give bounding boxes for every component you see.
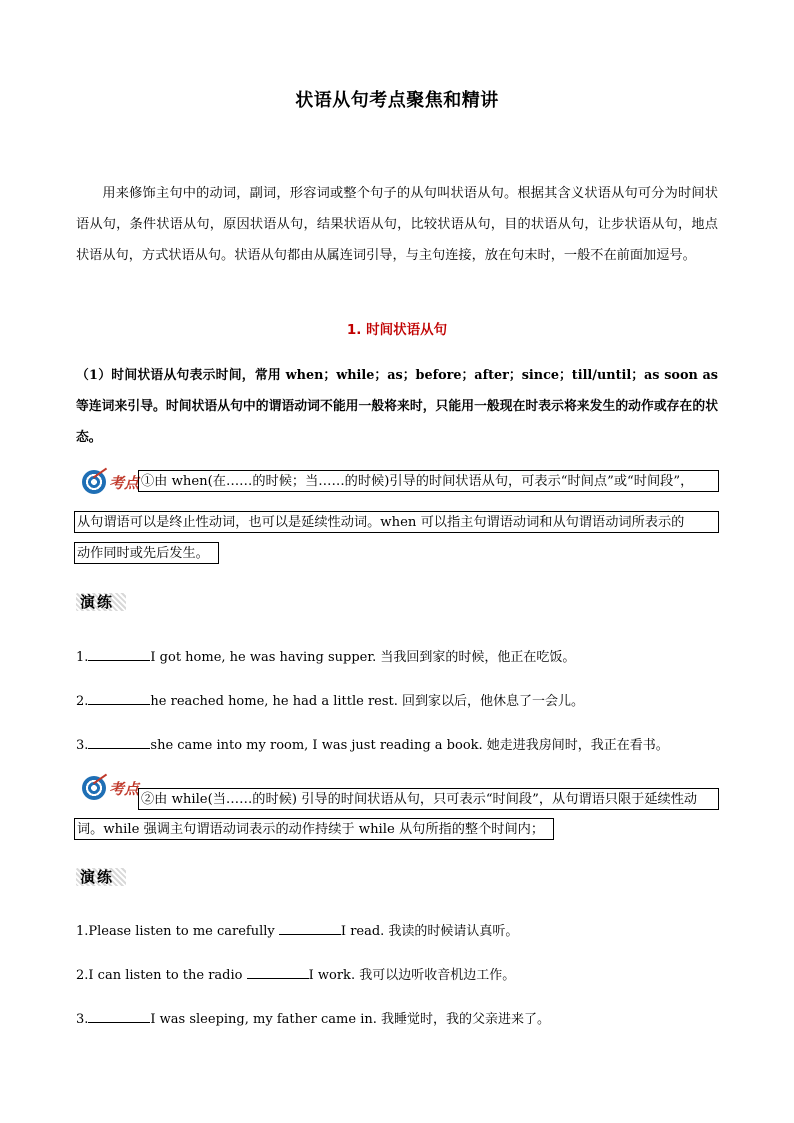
point1-line-3: 动作同时或先后发生。	[74, 542, 219, 564]
target-icon	[82, 470, 106, 494]
exercise-1-2: 2. he reached home, he had a little rest. 回到家以后，他休息了一会儿。	[76, 694, 585, 709]
point1-line-1: ①由 when(在……的时候；当……的时候)引导的时间状语从句，可表示“时间点”或“时间段”，	[138, 470, 719, 492]
exercise-2-2: 2.I can listen to the radio I work. 我可以边听收音机边工作。	[76, 968, 516, 983]
target-icon	[82, 776, 106, 800]
exercise-2-1: 1.Please listen to me carefully I read. 我读的时候请认真听。	[76, 924, 519, 939]
answer-blank[interactable]	[279, 922, 341, 935]
point1-line-2: 从句谓语可以是终止性动词，也可以是延续性动词。when 可以指主句谓语动词和从句谓语动词所表示的	[74, 511, 719, 533]
answer-blank[interactable]	[88, 692, 150, 705]
page-title: 状语从句考点聚焦和精讲	[295, 90, 499, 111]
point2-line-1: ②由 while(当……的时候) 引导的时间状语从句，只可表示“时间段”，从句谓语只限于延续性动	[138, 788, 719, 810]
rule-paragraph: （1）时间状语从句表示时间，常用 when；while；as；before；after；since；till/until；as soon as 等连词来引导。时间状语从句中的谓语动词不能用一般将来时，只能用一般现在时表示将来发生的动作或存在的状态。	[76, 368, 718, 445]
kaodian-icon	[78, 468, 140, 498]
exercise-2-3: 3. I was sleeping, my father came in. 我睡觉时，我的父亲进来了。	[76, 1012, 550, 1027]
drill-badge: 演练	[76, 865, 130, 887]
answer-blank[interactable]	[88, 648, 150, 661]
drill-badge: 演练	[76, 590, 130, 612]
kaodian-label: 考点	[109, 780, 140, 798]
section-heading: 1. 时间状语从句	[346, 322, 448, 338]
answer-blank[interactable]	[88, 1010, 150, 1023]
kaodian-icon	[78, 774, 140, 804]
kaodian-label: 考点	[109, 474, 140, 492]
exercise-1-3: 3. she came into my room, I was just reading a book. 她走进我房间时，我正在看书。	[76, 738, 669, 753]
point2-line-2: 词。while 强调主句谓语动词表示的动作持续于 while 从句所指的整个时间内；	[74, 818, 554, 840]
answer-blank[interactable]	[88, 736, 150, 749]
answer-blank[interactable]	[247, 966, 309, 979]
exercise-1-1: 1. I got home, he was having supper. 当我回到家的时候，他正在吃饭。	[76, 650, 576, 665]
intro-paragraph: 用来修饰主句中的动词，副词，形容词或整个句子的从句叫状语从句。根据其含义状语从句可分为时间状语从句，条件状语从句，原因状语从句，结果状语从句，比较状语从句，目的状语从句，让步状语从句，地点状语从句，方式状语从句。状语从句都由从属连词引导，与主句连接，放在句末时，一般不在前面加逗号。	[76, 186, 718, 263]
